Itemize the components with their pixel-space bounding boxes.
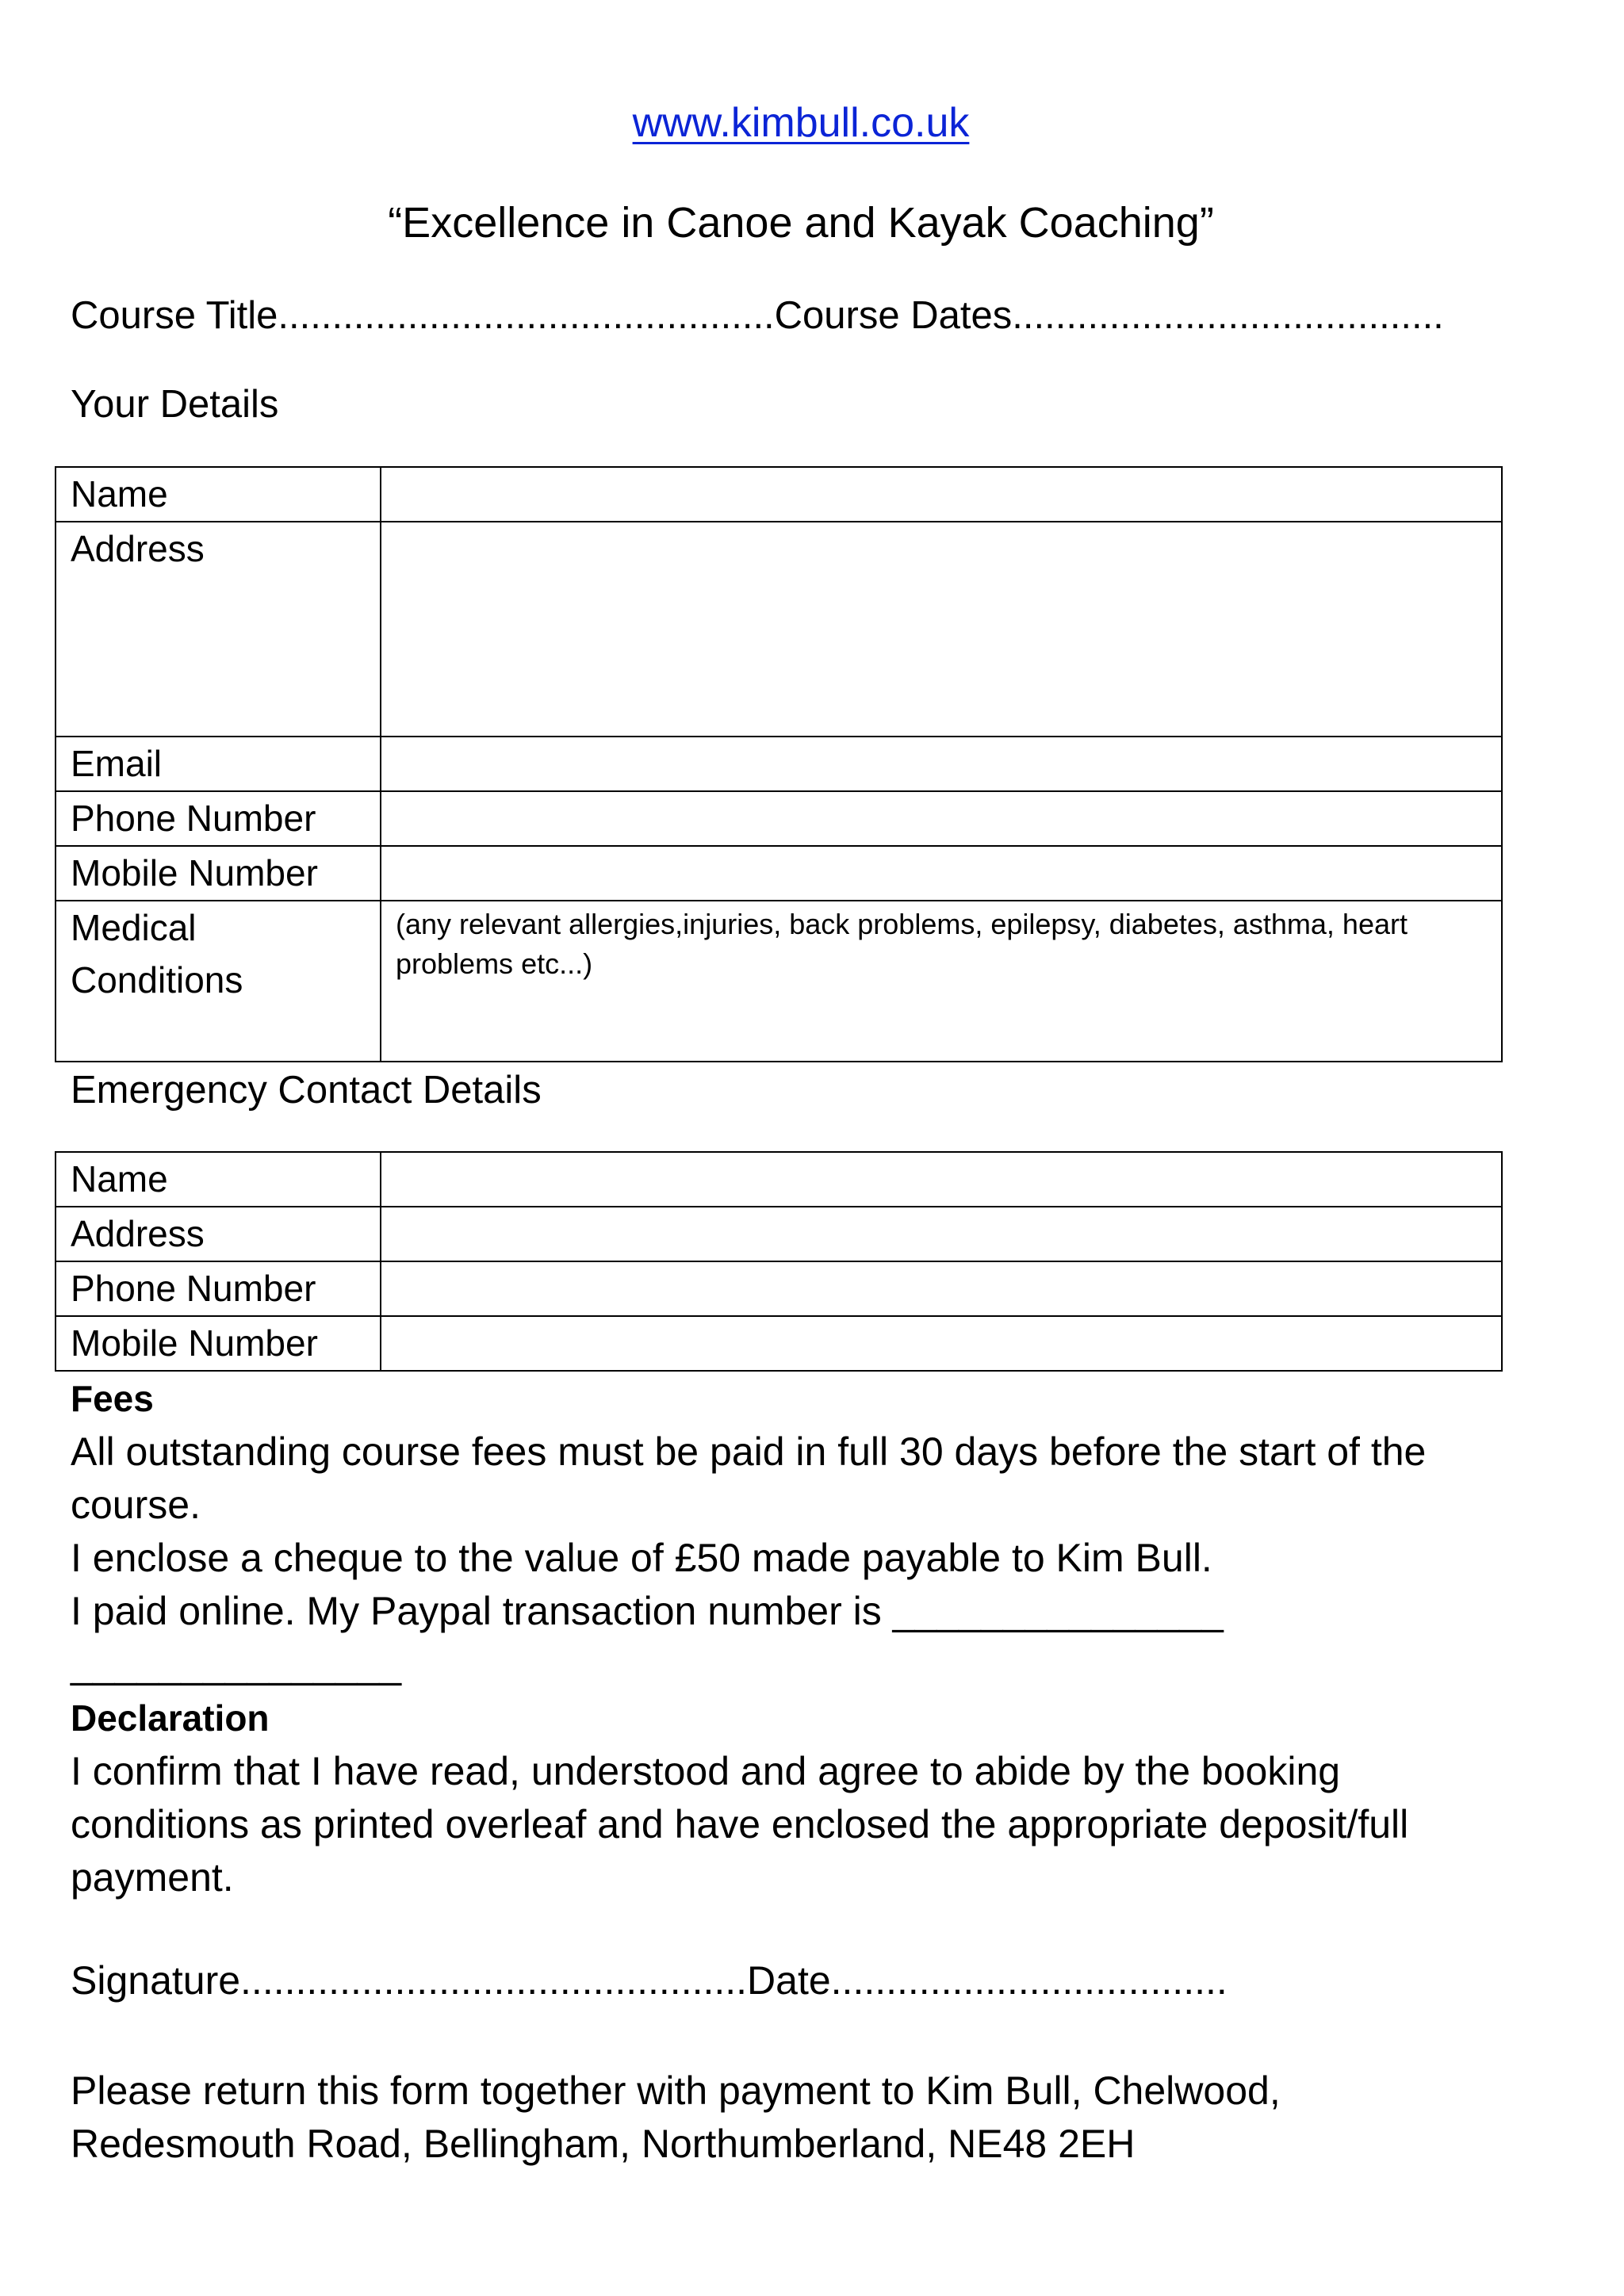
return-line-2: Redesmouth Road, Bellingham, Northumberland, NE48 2EH (71, 2122, 1136, 2166)
medical-label-line2: Conditions (71, 959, 243, 1001)
declaration-section (71, 1692, 1561, 1904)
your-details-table (55, 466, 1503, 1062)
table-row (56, 737, 1502, 791)
table-row (56, 901, 1502, 1062)
return-line-1: Please return this form together with payment to Kim Bull, Chelwood, (71, 2068, 1281, 2113)
table-row (56, 1261, 1502, 1316)
mobile-number-label: Mobile Number (56, 846, 381, 901)
signature-date-line[interactable]: Signature..............................................Date.................................... (71, 1958, 1228, 2003)
return-instructions (71, 2064, 1561, 2171)
fees-section (71, 1372, 1561, 1691)
fees-line-2: course. (71, 1483, 201, 1527)
name-label: Name (56, 467, 381, 522)
emergency-address-field[interactable] (381, 1207, 1502, 1261)
phone-number-label: Phone Number (56, 791, 381, 846)
emergency-mobile-field[interactable] (381, 1316, 1502, 1371)
table-row (56, 1207, 1502, 1261)
medical-conditions-label (56, 901, 381, 1062)
emergency-name-label: Name (56, 1152, 381, 1207)
emergency-contact-table (55, 1151, 1503, 1372)
table-row (56, 522, 1502, 737)
name-field[interactable] (381, 467, 1502, 522)
declaration-line-3: payment. (71, 1855, 234, 1900)
paypal-transaction-blank[interactable]: _______________ (71, 1642, 402, 1686)
fees-heading: Fees (71, 1378, 154, 1419)
medical-label-line1: Medical (71, 907, 197, 948)
table-row (56, 791, 1502, 846)
table-row (56, 1152, 1502, 1207)
website-link[interactable]: www.kimbull.co.uk (632, 100, 970, 146)
address-field[interactable] (381, 522, 1502, 737)
phone-number-field[interactable] (381, 791, 1502, 846)
declaration-line-1: I confirm that I have read, understood and agree to abide by the booking (71, 1749, 1341, 1793)
medical-conditions-hint: (any relevant allergies,injuries, back problems, epilepsy, diabetes, asthma, heart problems etc...) (396, 908, 1408, 980)
table-row (56, 1316, 1502, 1371)
emergency-phone-field[interactable] (381, 1261, 1502, 1316)
emergency-name-field[interactable] (381, 1152, 1502, 1207)
emergency-phone-label: Phone Number (56, 1261, 381, 1316)
address-label: Address (56, 522, 381, 737)
declaration-heading: Declaration (71, 1697, 270, 1739)
emergency-mobile-label: Mobile Number (56, 1316, 381, 1371)
course-title-dates-line[interactable]: Course Title..............................................Course Dates........................................ (71, 294, 1444, 337)
table-row (56, 467, 1502, 522)
your-details-heading: Your Details (71, 383, 279, 426)
table-row (56, 846, 1502, 901)
email-field[interactable] (381, 737, 1502, 791)
cheque-option[interactable]: I enclose a cheque to the value of £50 made payable to Kim Bull. (71, 1536, 1212, 1580)
header (0, 100, 1602, 147)
paypal-option[interactable]: I paid online. My Paypal transaction number is _______________ (71, 1589, 1224, 1633)
declaration-line-2: conditions as printed overleaf and have enclosed the appropriate deposit/full (71, 1802, 1409, 1846)
email-label: Email (56, 737, 381, 791)
emergency-contact-heading: Emergency Contact Details (71, 1069, 542, 1112)
mobile-number-field[interactable] (381, 846, 1502, 901)
fees-line-1: All outstanding course fees must be paid in full 30 days before the start of the (71, 1429, 1427, 1474)
emergency-address-label: Address (56, 1207, 381, 1261)
medical-conditions-field[interactable] (381, 901, 1502, 1062)
tagline: “Excellence in Canoe and Kayak Coaching” (388, 199, 1214, 247)
